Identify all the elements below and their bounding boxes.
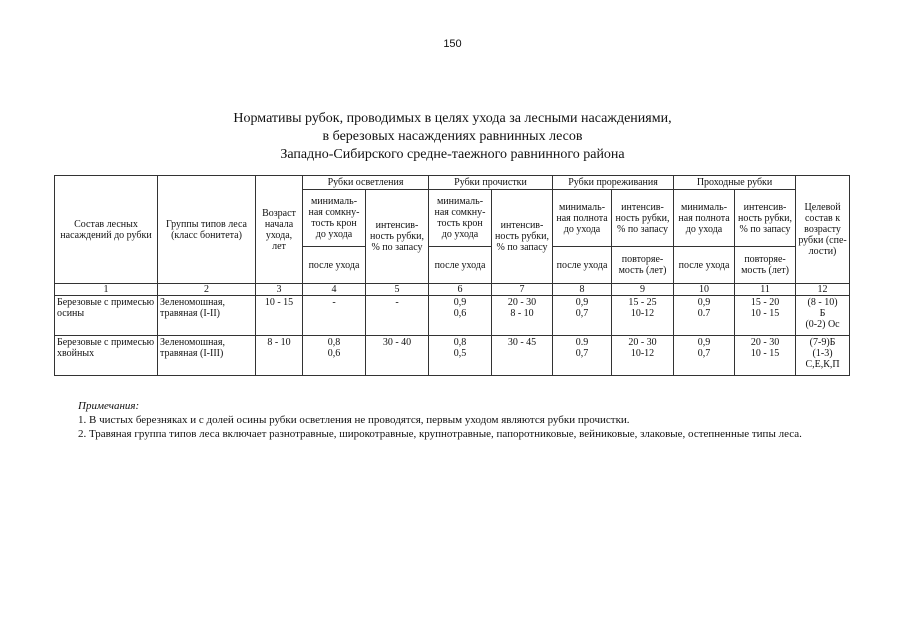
header-group-passage: Проходные рубки — [674, 176, 796, 190]
cell-value: 15 - 20 — [750, 297, 780, 308]
header-forest-types: Группы типов леса (класс бонитета) — [158, 176, 256, 284]
cell-value: 0,8 — [453, 337, 467, 348]
cell-value: 0,6 — [453, 308, 467, 319]
cell-clean-min — [429, 296, 492, 336]
cell-value: 0,6 — [327, 348, 341, 359]
header-thin-after: после ухода — [553, 247, 612, 284]
cell-value: 0,9 — [697, 337, 711, 348]
cell-forest-types: Зеленомошная, травяная (I-III) — [158, 336, 256, 376]
cell-clean-min — [429, 336, 492, 376]
header-start-age: Возраст начала ухода, лет — [256, 176, 303, 284]
column-number: 11 — [735, 284, 796, 296]
cell-pass-min — [674, 336, 735, 376]
header-clar-min-closure: минималь-ная сомкну-тость крон до ухода — [303, 190, 366, 247]
cell-value: 10 - 15 — [750, 348, 780, 359]
cell-value: 0,7 — [575, 308, 589, 319]
cell-value: 0,9 — [697, 297, 711, 308]
column-number: 9 — [612, 284, 674, 296]
cell-value: 20 - 30 — [750, 337, 780, 348]
column-number-row — [55, 284, 850, 296]
header-group-thinning: Рубки прореживания — [553, 176, 674, 190]
cell-value: (8 - 10) — [807, 297, 838, 308]
cell-value: 0,8 — [327, 337, 341, 348]
cell-value: Б — [819, 308, 826, 319]
column-number: 6 — [429, 284, 492, 296]
column-number: 5 — [366, 284, 429, 296]
header-clean-after: после ухода — [429, 247, 492, 284]
cell-value: С,Е,К,П — [805, 359, 840, 370]
column-number: 4 — [303, 284, 366, 296]
note-item: 1. В чистых березняках и с долей осины рубки осветления не проводятся, первым уходом являются рубки прочистки. — [78, 414, 630, 426]
column-number: 8 — [553, 284, 612, 296]
column-number: 3 — [256, 284, 303, 296]
header-clean-min-closure: минималь-ная сомкну-тость крон до ухода — [429, 190, 492, 247]
cell-clean-int: 30 - 45 — [492, 336, 553, 376]
cell-composition: Березовые с примесью хвойных — [55, 336, 158, 376]
cell-value: (7-9)Б — [809, 337, 836, 348]
cell-value: 0,9 — [453, 297, 467, 308]
header-composition: Состав лесных насаждений до рубки — [55, 176, 158, 284]
header-pass-intensity: интенсив-ность рубки, % по запасу — [735, 190, 796, 247]
header-pass-after: после ухода — [674, 247, 735, 284]
cell-value: (0-2) Ос — [805, 319, 840, 330]
cell-pass-int — [735, 296, 796, 336]
cell-value: 0.9 — [575, 337, 589, 348]
cell-value: 0,7 — [697, 348, 711, 359]
cell-value: 15 - 25 — [628, 297, 657, 308]
header-group-clarifying: Рубки осветления — [303, 176, 429, 190]
cell-value: 0,9 — [575, 297, 589, 308]
table-row — [55, 296, 850, 336]
cell-value: 0,5 — [453, 348, 467, 359]
cell-forest-types: Зеленомошная, травяная (I-II) — [158, 296, 256, 336]
column-number: 10 — [674, 284, 735, 296]
header-clar-after: после ухода — [303, 247, 366, 284]
cell-clar-min — [303, 336, 366, 376]
cell-target — [796, 336, 850, 376]
cell-value: 20 - 30 — [507, 297, 537, 308]
header-clar-intensity: интенсив-ность рубки, % по запасу — [366, 190, 429, 284]
cell-start-age: 8 - 10 — [256, 336, 303, 376]
notes-heading: Примечания: — [78, 400, 140, 412]
header-thin-intensity: интенсив-ность рубки, % по запасу — [612, 190, 674, 247]
document-title — [150, 110, 755, 164]
column-number: 2 — [158, 284, 256, 296]
header-thin-repeatability: повторяе-мость (лет) — [612, 247, 674, 284]
norms-table — [54, 175, 850, 376]
cell-thin-min — [553, 336, 612, 376]
cell-clar-int: 30 - 40 — [366, 336, 429, 376]
cell-pass-int — [735, 336, 796, 376]
cell-value: 10-12 — [630, 308, 655, 319]
cell-clean-int — [492, 296, 553, 336]
header-thin-min-density: минималь-ная полнота до ухода — [553, 190, 612, 247]
column-number: 12 — [796, 284, 850, 296]
cell-thin-int — [612, 336, 674, 376]
cell-composition: Березовые с примесью осины — [55, 296, 158, 336]
cell-start-age: 10 - 15 — [256, 296, 303, 336]
header-pass-repeatability: повторяе-мость (лет) — [735, 247, 796, 284]
cell-value: (1-3) — [812, 348, 833, 359]
cell-value: 0,7 — [575, 348, 589, 359]
header-clean-intensity: интенсив-ность рубки, % по запасу — [492, 190, 553, 284]
cell-target — [796, 296, 850, 336]
column-number: 1 — [55, 284, 158, 296]
header-target-composition: Целевой состав к возрасту рубки (спе-лости) — [796, 176, 850, 284]
title-line-1: Нормативы рубок, проводимых в целях ухода за лесными насаждениями, — [233, 111, 672, 126]
cell-thin-min — [553, 296, 612, 336]
title-line-3: Западно-Сибирского средне-таежного равнинного района — [280, 147, 625, 162]
cell-thin-int — [612, 296, 674, 336]
note-item: 2. Травяная группа типов леса включает разнотравные, широкотравные, крупнотравные, папоротниковые, вейниковые, злаковые, остепненные типы леса. — [78, 428, 802, 440]
header-pass-min-density: минималь-ная полнота до ухода — [674, 190, 735, 247]
column-number: 7 — [492, 284, 553, 296]
cell-value: 10-12 — [630, 348, 655, 359]
cell-clar-min: - — [303, 296, 366, 336]
cell-clar-int: - — [366, 296, 429, 336]
notes-section — [54, 399, 846, 441]
cell-value: 0.7 — [697, 308, 711, 319]
page-number: 150 — [443, 38, 462, 50]
header-group-cleaning: Рубки прочистки — [429, 176, 553, 190]
cell-value: 8 - 10 — [510, 308, 534, 319]
title-line-2: в березовых насаждениях равнинных лесов — [322, 129, 583, 144]
cell-pass-min — [674, 296, 735, 336]
cell-value: 20 - 30 — [628, 337, 657, 348]
cell-value: 10 - 15 — [750, 308, 780, 319]
table-row — [55, 336, 850, 376]
